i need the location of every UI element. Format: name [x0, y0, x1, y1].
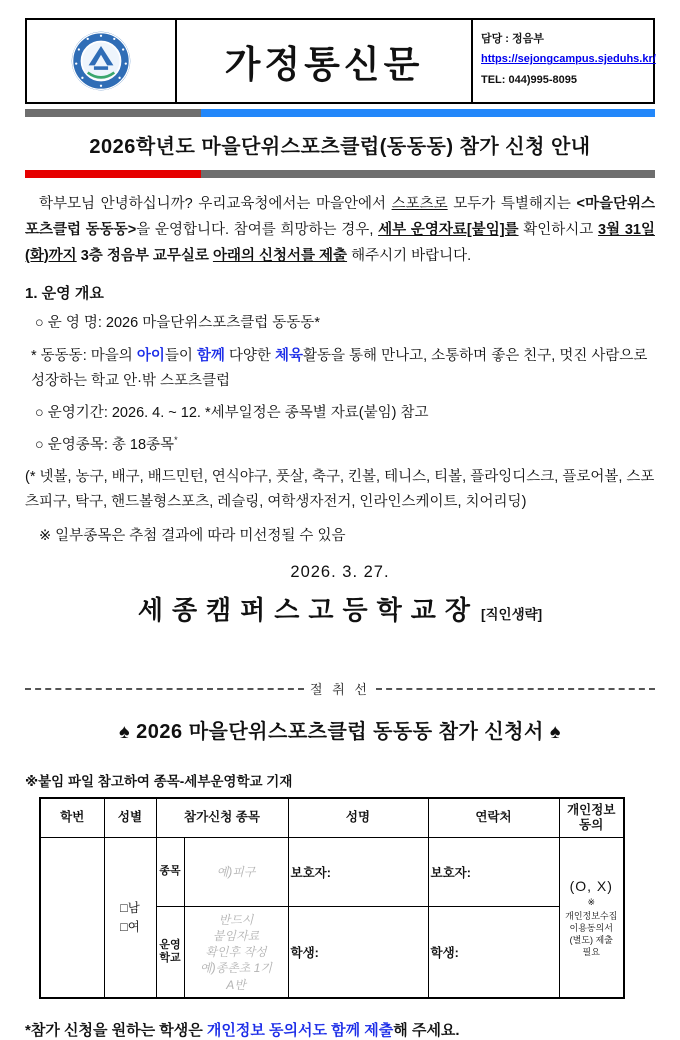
footer-note: *참가 신청을 원하는 학생은 개인정보 동의서도 함께 제출해 주세요. [25, 1022, 460, 1040]
divider-bar-bottom [25, 170, 655, 178]
signature-line [25, 590, 655, 627]
contact-tel: TEL: 044)995-8095 [481, 73, 577, 86]
event-input-placeholder[interactable]: 예)피구 [184, 838, 288, 907]
school-sublabel: 운영 학교 [156, 907, 184, 999]
table-header-row [40, 798, 624, 838]
cut-line-dash-right [376, 688, 655, 690]
guardian-name-field[interactable]: 보호자: [288, 838, 428, 907]
bar-gray-segment [25, 109, 201, 117]
table-row [40, 838, 624, 907]
school-emblem-icon [70, 30, 132, 92]
student-id-field[interactable] [40, 838, 104, 999]
school-website-link[interactable]: https://sejongcampus.sjeduhs.kr/ [481, 53, 656, 66]
col-header-events: 참가신청 종목 [156, 798, 288, 838]
cut-line [25, 679, 655, 698]
overview-name-line: ○ 운 영 명: 2026 마을단위스포츠클럽 동동동* [35, 315, 320, 332]
col-header-privacy: 개인정보 동의 [559, 798, 624, 838]
application-form-note: ※붙임 파일 참고하여 종목-세부운영학교 기재 [25, 774, 293, 790]
overview-events-line: ○ 운영종목: 총 18종목* [35, 434, 178, 453]
gender-checkboxes[interactable]: □남 □여 [104, 838, 156, 999]
overview-desc-line: * 동동동: 마을의 아이들이 함께 다양한 체육활동을 통해 만나고, 소통하며 좋은 친구, 멋진 사람으로 성장하는 학교 안·밖 스포츠클럽 [31, 347, 648, 389]
col-header-contact: 연락처 [428, 798, 559, 838]
student-contact-field[interactable]: 학생: [428, 907, 559, 999]
privacy-consent-cell[interactable] [559, 838, 624, 999]
guardian-contact-field[interactable]: 보호자: [428, 838, 559, 907]
student-name-field[interactable]: 학생: [288, 907, 428, 999]
col-header-gender: 성별 [104, 798, 156, 838]
notice-title: 2026학년도 마을단위스포츠클럽(동동동) 참가 신청 안내 [89, 136, 591, 158]
events-detail-line: (* 넷볼, 농구, 배구, 배드민턴, 연식야구, 풋살, 축구, 킨볼, 테니스, 티볼, 플라잉디스크, 플로어볼, 스포츠피구, 탁구, 핸드볼형스포츠, 레슬링, 여학생자전거, 인라인스케이트, 치어리딩) [25, 469, 655, 511]
application-table [39, 797, 625, 999]
school-principal-name: 세종캠퍼스고등학교장 [137, 595, 479, 626]
application-form-title: ♠ 2026 마을단위스포츠클럽 동동동 참가 신청서 ♠ [118, 721, 562, 744]
doc-type-title: 가정통신문 [224, 44, 424, 85]
bar-blue-segment [201, 109, 655, 117]
contact-manager: 담당 : 정음부 [481, 33, 544, 45]
school-input-placeholder[interactable]: 반드시 붙임자료 확인후 작성 예)종촌초 1기 A반 [184, 907, 288, 999]
school-logo [27, 20, 177, 102]
bar-gray-segment2 [201, 170, 655, 178]
col-header-name: 성명 [288, 798, 428, 838]
overview-period-line: ○ 운영기간: 2026. 4. ~ 12. *세부일정은 종목별 자료(붙임) 참고 [35, 405, 429, 422]
bar-red-segment [25, 170, 201, 178]
issue-date: 2026. 3. 27. [290, 563, 390, 582]
intro-paragraph: 학부모님 안녕하십니까? 우리교육청에서는 마을안에서 스포츠로 모두가 특별해지는 <마을단위스포츠클럽 동동동>을 운영합니다. 참여를 희망하는 경우, 세부 운영자료[붙임]를 확인하시고 3월 31일(화)까지 3층 정음부 교무실로 아래의 신청서를 제출 해주시기 바랍니다. [25, 196, 655, 264]
overview-note-line: ※ 일부종목은 추첨 결과에 따라 미선정될 수 있음 [39, 527, 346, 544]
cut-line-dash-left [25, 688, 304, 690]
section-heading: 1. 운영 개요 [25, 285, 104, 303]
header-box [25, 18, 655, 104]
seal-omitted-note: [직인생략] [481, 607, 543, 623]
col-header-student-id: 학번 [40, 798, 104, 838]
privacy-note: 개인정보수집 이용동의서(별도) 제출 필요 [565, 910, 618, 958]
privacy-answer: (O, X) [569, 878, 613, 895]
event-sublabel: 종목 [156, 838, 184, 907]
cut-line-label: 절 취 선 [310, 682, 370, 698]
newsletter-page [25, 0, 655, 1040]
divider-bar-top [25, 109, 655, 117]
privacy-mark: ※ [587, 897, 596, 908]
contact-block [471, 20, 656, 102]
